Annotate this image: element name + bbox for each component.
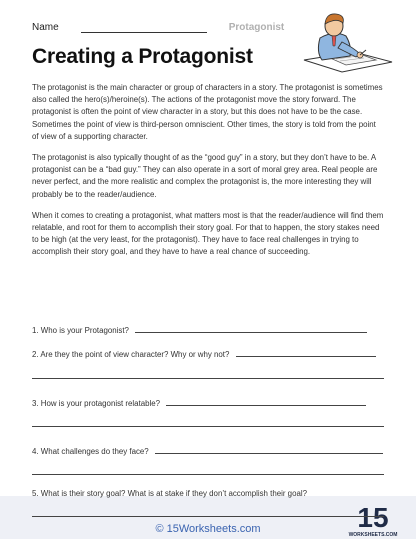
question-3 [32,397,384,408]
worksheets-logo-icon [348,500,398,539]
question-4 [32,445,384,456]
answer-line-2a[interactable] [236,348,376,357]
question-1 [32,324,384,335]
answer-line-2b[interactable] [32,378,384,379]
paragraph-1: The protagonist is the main character or group of characters in a story. The protagonist is sometimes also called the hero(s)/heroine(s). The actions of the protagonist move the story forward. The protagonist is often the point of view character in a story, but this does not have to be the case. Sometimes the point of view is third-person omniscient. Other times, the story is told from the point of view of a supporting character. [32,83,383,141]
question-3-text: 3. How is your protagonist relatable? [32,399,161,408]
question-4-text: 4. What challenges do they face? [32,447,149,456]
answer-line-5[interactable] [32,516,384,517]
paragraph-3: When it comes to creating a protagonist, what matters most is that the reader/audience will find them relatable, and root for them to accomplish their story goal. For that to happen, the story stakes need to be high (at the very least, for the protagonist). They have to face real challenges in trying to accomplish their story goal, and they have to have a real chance of succeeding. [32,210,384,257]
footer-link[interactable]: © 15Worksheets.com [155,523,261,535]
question-1-text: 1. Who is your Protagonist? [32,326,129,335]
answer-line-3a[interactable] [166,397,366,406]
name-field-line[interactable] [81,23,207,33]
name-label: Name [32,22,59,33]
question-5 [32,489,384,498]
question-2 [32,348,384,359]
question-5-text: 5. What is their story goal? What is at stake if they don’t accomplish their goal? [32,489,307,498]
name-row [32,22,284,33]
answer-line-4a[interactable] [155,445,383,454]
logo-text: WORKSHEETS.COM [348,532,398,538]
question-2-text: 2. Are they the point of view character? Why or why not? [32,350,230,359]
writer-illustration-icon [302,8,394,78]
content [32,82,384,268]
page-title: Creating a Protagonist [32,45,253,68]
answer-line-1[interactable] [135,324,367,333]
answer-line-3b[interactable] [32,426,384,427]
paragraph-2: The protagonist is also typically thought of as the “good guy” in a story, but they don’t have to be. A protagonist can be a “bad guy.” They can also operate in a sort of moral grey area. Real people are never perfect, and the more realistic and complex the protagonist is, the more interesting they will probably be to the reader/audience. [32,153,378,199]
topic-label: Protagonist [228,22,285,33]
answer-line-4b[interactable] [32,474,384,475]
logo-number: 15 [357,502,389,533]
